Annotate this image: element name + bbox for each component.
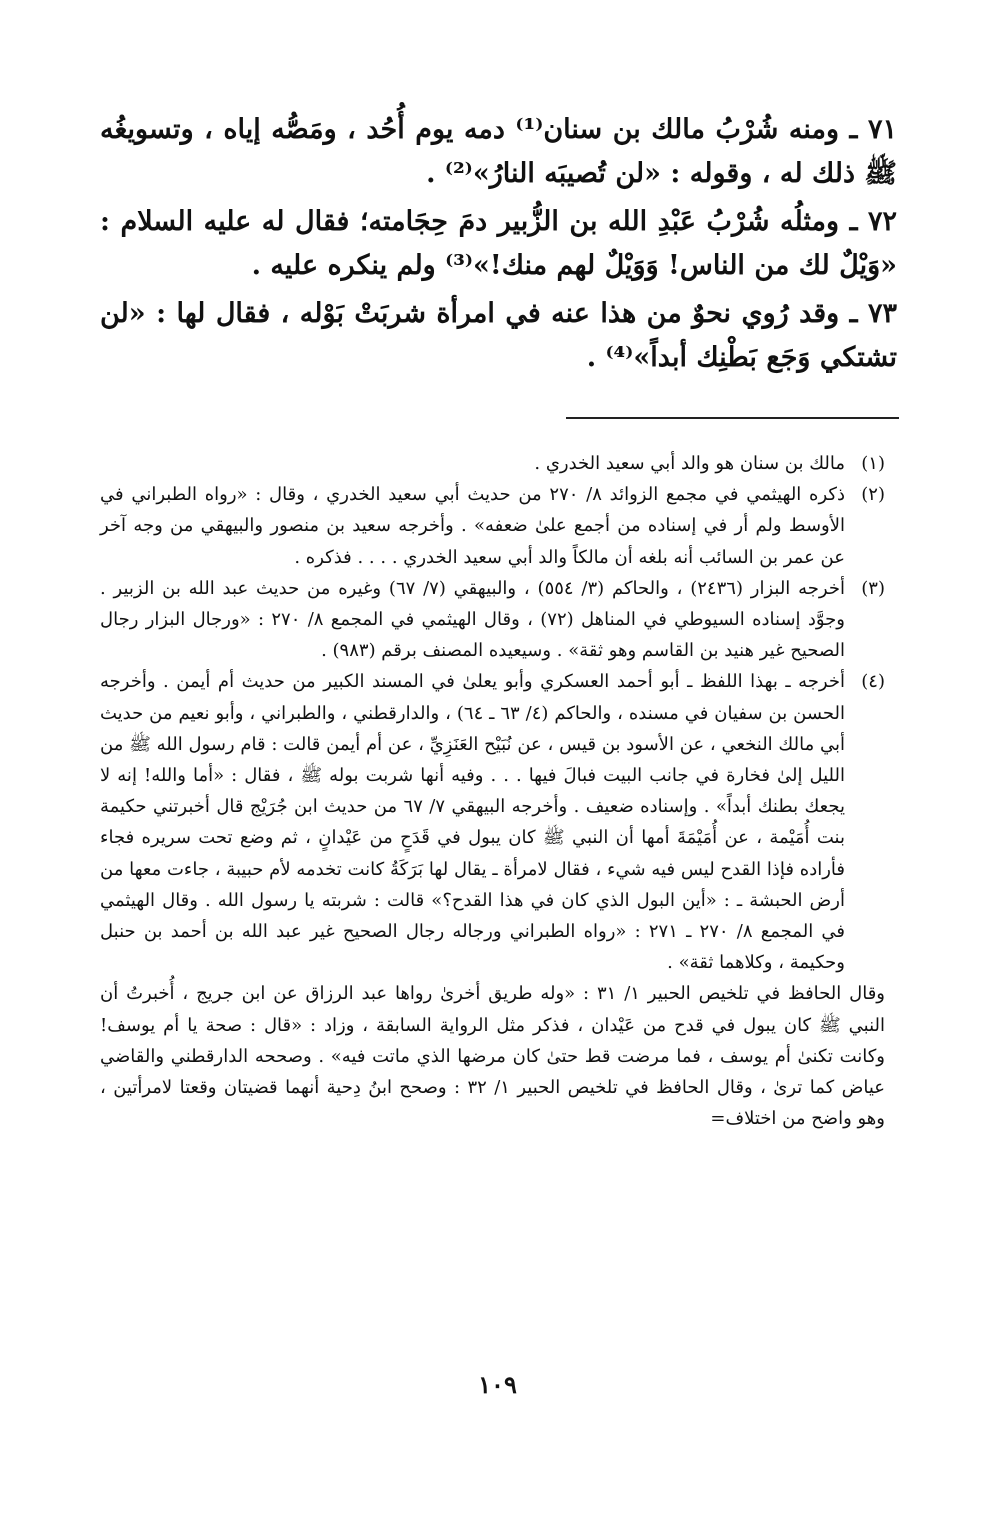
footnote-number: (٣) xyxy=(861,577,885,599)
footnote-text: ذكره الهيثمي في مجمع الزوائد ٨/ ٢٧٠ من حديث أبي سعيد الخدري ، وقال : «رواه الطبراني في الأوسط ولم أر في إسناده من أجمع علىٰ ضعفه» . وأخرجه سعيد بن منصور والبيهقي من وجه آخر عن عمر بن السائب أنه بلغه أن مالكاً والد أبي سعيد الخدري . . . . فذكره . xyxy=(100,484,845,568)
footnote-3 xyxy=(100,573,885,667)
paragraph-73: ٧٣ ـ وقد رُوي نحوٌ من هذا عنه في امرأة شربَتْ بَوْله ، فقال لها : «لن تشتكي وَجَع بَطْنِك أبداً»⁽⁴⁾ . xyxy=(100,298,897,373)
footnote-number: (٢) xyxy=(861,484,885,506)
footnote-4 xyxy=(100,666,885,978)
footnote-text: أخرجه ـ بهذا اللفظ ـ أبو أحمد العسكري وأبو يعلىٰ في المسند الكبير من حديث أم أيمن . وأخرجه الحسن بن سفيان في مسنده ، والحاكم (٤/ ٦٣ ـ ٦٤) ، والدارقطني ، والطبراني ، وأبو نعيم من حديث أبي مالك النخعي ، عن الأسود بن قيس ، عن نُبَيْح العَنَزِيِّ ، عن أم أيمن قالت : قام رسول الله ﷺ من الليل إلىٰ فخارة في جانب البيت فبالَ فيها . . . وفيه أنها شربت بوله ﷺ ، فقال : «أما والله! إنه لا يجعك بطنك أبداً» . وإسناده ضعيف . وأخرجه البيهقي ٧/ ٦٧ من حديث ابن جُرَيْج قال أخبرتني حكيمة بنت أُمَيْمة ، عن أُمَيْمَةَ أمها أن النبي ﷺ كان يبول في قَدَحٍ من عَيْدانٍ ، ثم وضع تحت سريره فجاء فأراده فإذا القدح ليس فيه شيء ، فقال لامرأة ـ يقال لها بَرَكَةُ كانت تخدمه لأم حبيبة ، جاءت معها من أرض الحبشة ـ : «أين البول الذي كان في هذا القدح؟» قالت : شربته يا رسول الله . وقال الهيثمي في المجمع ٨/ ٢٧٠ ـ ٢٧١ : «رواه الطبراني ورجاله رجال الصحيح غير عبد الله بن أحمد بن حنبل وحكيمة ، وكلاهما ثقة» . xyxy=(100,671,846,974)
footnote-1 xyxy=(100,448,885,479)
footnote-text: أخرجه البزار (٢٤٣٦) ، والحاكم (٣/ ٥٥٤) ، والبيهقي (٧/ ٦٧) وغيره من حديث عبد الله بن الزبير . وجوَّد إسناده السيوطي في المناهل (٧٢) ، وقال الهيثمي في المجمع ٨/ ٢٧٠ : «ورجال البزار رجال الصحيح غير هنيد بن القاسم وهو ثقة» . وسيعيده المصنف برقم (٩٨٣) . xyxy=(100,577,845,662)
paragraph-71: ٧١ ـ ومنه شُرْبُ مالك بن سنان⁽¹⁾ دمه يوم أُحُد ، ومَصُّه إياه ، وتسويغُه ﷺ ذلك له ، وقوله : «لن تُصيبَه النارُ»⁽²⁾ . xyxy=(100,114,897,189)
footnote-2 xyxy=(100,479,885,573)
footnote-number: (٤) xyxy=(861,671,885,693)
footnote-text: مالك بن سنان هو والد أبي سعيد الخدري . xyxy=(534,453,845,474)
footnote-number: (١) xyxy=(861,453,885,474)
page-number: ١٠٩ xyxy=(478,1370,517,1399)
footnote-4-continuation: وقال الحافظ في تلخيص الحبير ١/ ٣١ : «وله طريق أخرىٰ رواها عبد الرزاق عن ابن جريج ، أُخبرتُ أن النبي ﷺ كان يبول في قدح من عَيْدان ، فذكر مثل الرواية السابقة ، وزاد : «قال : صحة يا أم يوسف! وكانت تكنىٰ أم يوسف ، فما مرضت قط حتىٰ كان مرضها الذي ماتت فيه» . وصححه الدارقطني والقاضي عياض كما ترىٰ ، وقال الحافظ في تلخيص الحبير ١/ ٣٢ : وصحح ابنُ دِحية أنهما قضيتان وقعتا لامرأتين ، وهو واضح من اختلاف= xyxy=(100,983,886,1130)
footnote-separator xyxy=(566,417,899,419)
main-text xyxy=(100,108,897,384)
paragraph-72: ٧٢ ـ ومثلُه شُرْبُ عَبْدِ الله بن الزُّبير دمَ حِجَامته؛ فقال له عليه السلام : «وَيْلٌ لك من الناس! وَوَيْلٌ لهم منك!»⁽³⁾ ولم ينكره عليه . xyxy=(100,206,897,281)
footnotes xyxy=(100,448,885,1134)
